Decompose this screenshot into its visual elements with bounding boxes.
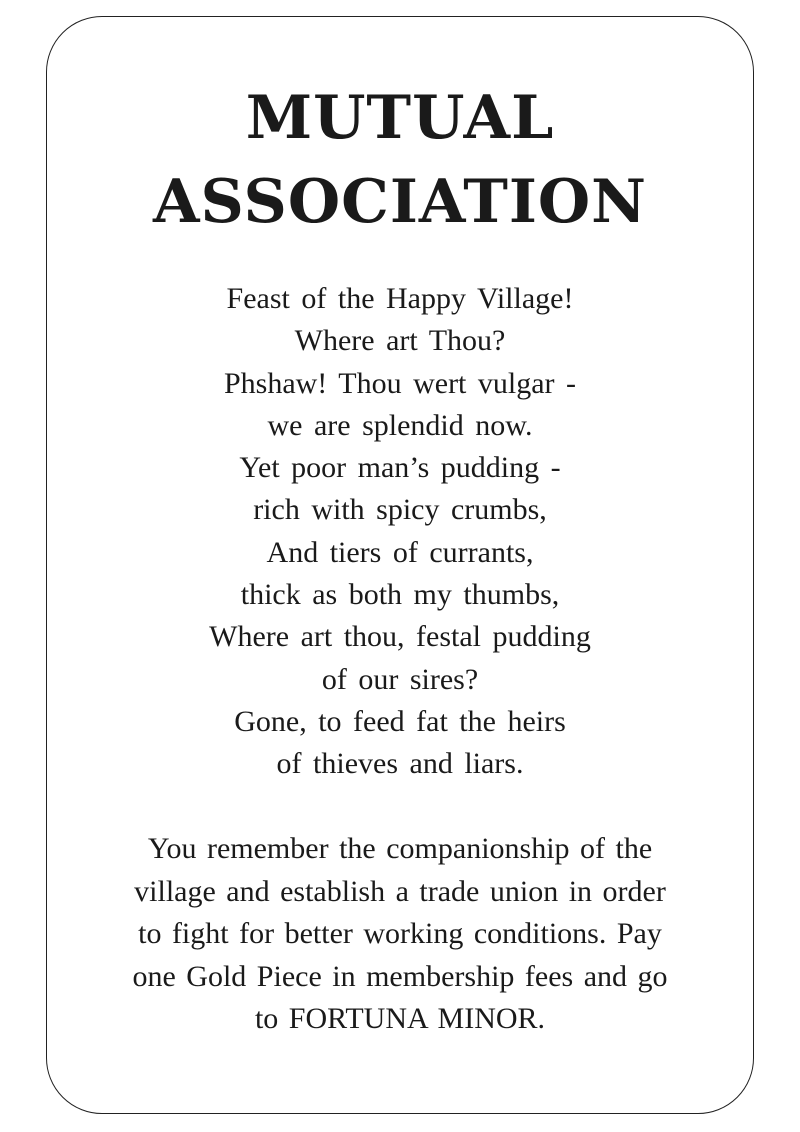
poem-line: Phshaw! Thou wert vulgar - bbox=[223, 366, 577, 400]
poem-line: Yet poor man’s pudding - bbox=[239, 451, 561, 485]
card-description bbox=[0, 828, 800, 1041]
description-line: one Gold Piece in membership fees and go bbox=[132, 959, 668, 993]
poem bbox=[0, 278, 800, 786]
poem-line: Where art Thou? bbox=[294, 324, 506, 358]
description-line: village and establish a trade union in order bbox=[134, 874, 666, 908]
poem-line: Gone, to feed fat the heirs bbox=[234, 704, 566, 738]
poem-line: And tiers of currants, bbox=[266, 535, 534, 569]
description-line: to FORTUNA MINOR. bbox=[254, 1002, 546, 1035]
poem-line: thick as both my thumbs, bbox=[240, 578, 560, 612]
description-line: to fight for better working conditions. Pay bbox=[138, 917, 662, 950]
poem-line: rich with spicy crumbs, bbox=[253, 493, 547, 527]
poem-line: of our sires? bbox=[321, 662, 479, 696]
poem-line: we are splendid now. bbox=[267, 408, 533, 442]
card-title-line-2: ASSOCIATION bbox=[152, 167, 648, 237]
poem-line: Where art thou, festal pudding bbox=[209, 620, 591, 654]
poem-line: of thieves and liars. bbox=[276, 747, 524, 781]
poem-line: Feast of the Happy Village! bbox=[226, 282, 574, 315]
card-title-line-1: MUTUAL bbox=[245, 83, 555, 153]
description-line: You remember the companionship of the bbox=[147, 832, 653, 865]
